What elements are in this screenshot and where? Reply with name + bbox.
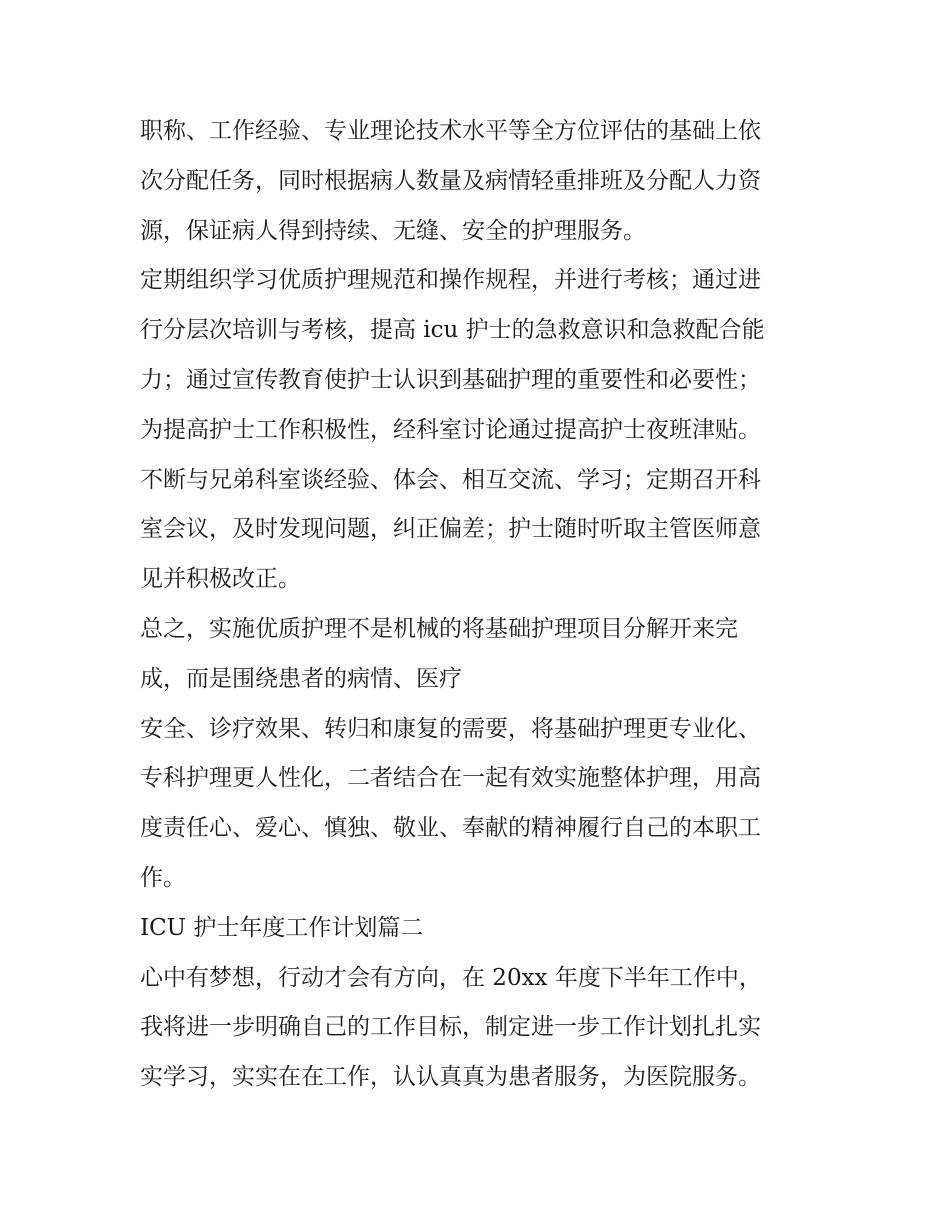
- text-line: 成，而是围绕患者的病情、医疗: [140, 665, 462, 692]
- text-line: 源，保证病人得到持续、无缝、安全的护理服务。: [140, 217, 646, 244]
- text-line: 室会议，及时发现问题，纠正偏差；护士随时听取主管医师意: [140, 516, 761, 543]
- text-line: 我将进一步明确自己的工作目标，制定进一步工作计划扎扎实: [140, 1014, 761, 1041]
- text-line: 职称、工作经验、专业理论技术水平等全方位评估的基础上依: [140, 118, 761, 144]
- section-heading: ICU 护士年度工作计划篇二: [140, 914, 424, 941]
- text-line: 心中有梦想，行动才会有方向，在 20xx 年度下半年工作中，: [140, 964, 762, 991]
- text-line: 实学习，实实在在工作，认认真真为患者服务，为医院服务。: [140, 1064, 761, 1091]
- text-line: 力；通过宣传教育使护士认识到基础护理的重要性和必要性；: [140, 366, 761, 393]
- text-line: 行分层次培训与考核，提高 icu 护士的急救意识和急救配合能: [140, 317, 765, 344]
- text-line: 作。: [140, 864, 186, 891]
- text-line: 次分配任务，同时根据病人数量及病情轻重排班及分配人力资: [140, 167, 761, 194]
- text-line: 总之，实施优质护理不是机械的将基础护理项目分解开来完: [140, 615, 738, 642]
- text-line: 不断与兄弟科室谈经验、体会、相互交流、学习；定期召开科: [140, 466, 761, 493]
- text-line: 安全、诊疗效果、转归和康复的需要，将基础护理更专业化、: [140, 715, 761, 742]
- text-line: 为提高护士工作积极性，经科室讨论通过提高护士夜班津贴。: [140, 416, 761, 443]
- text-line: 度责任心、爱心、慎独、敬业、奉献的精神履行自己的本职工: [140, 815, 761, 842]
- document-body: [140, 107, 820, 1103]
- text-line: 专科护理更人性化，二者结合在一起有效实施整体护理，用高: [140, 765, 761, 792]
- text-line: 见并积极改正。: [140, 566, 301, 593]
- text-line: 定期组织学习优质护理规范和操作规程，并进行考核；通过进: [140, 267, 761, 294]
